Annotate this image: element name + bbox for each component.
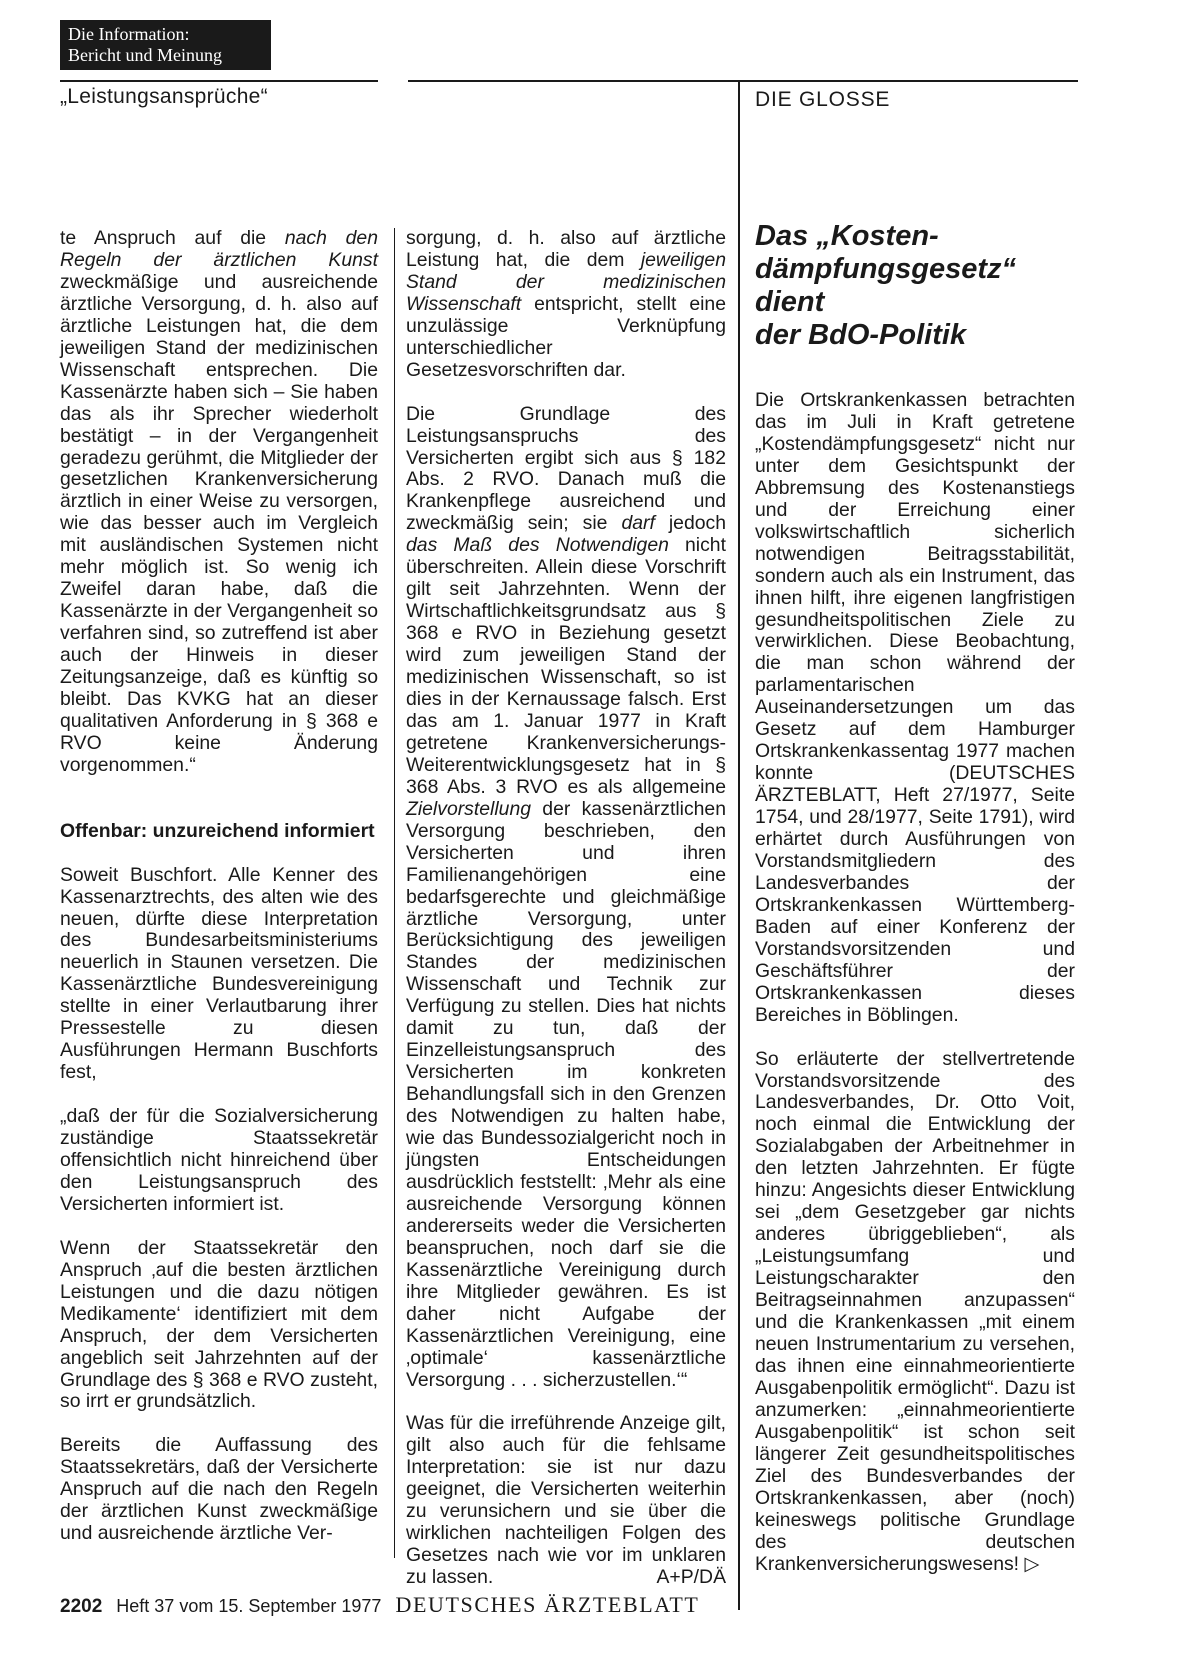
col1-paragraph-5: Bereits die Auffassung des Staatssekretärs, daß der Versicherte Anspruch auf die nach den Regeln der ärztlichen Kunst zweckmäßige und ausreichende ärztliche Ver- <box>60 1434 378 1545</box>
dachzeile-left: „Leistungsansprüche“ <box>60 85 268 108</box>
col2-paragraph-2: Die Grundlage des Leistungsanspruchs des Versicherten ergibt sich aus § 182 Abs. 2 RVO. Danach muß die Krankenpflege ausreichend und zweckmäßig sein; sie darf jedoch das Maß des Notwendigen nicht überschreiten. Allein diese Vorschrift gilt seit Jahrzehnten. Wenn der Wirtschaftlichkeitsgrundsatz aus § 368 e RVO in Beziehung gesetzt wird zum jeweiligen Stand der medizinischen Wissenschaft, so ist dies in der Kernaussage falsch. Erst das am 1. Januar 1977 in Kraft getretene Krankenversicherungs-Weiterentwicklungsgesetz hat in § 368 Abs. 3 RVO es als allgemeine Zielvorstellung der kassenärztlichen Versorgung beschrieben, den Versicherten und ihren Familienangehörigen eine bedarfsgerechte und gleichmäßige ärztliche Versorgung, unter Berücksichtigung des jeweiligen Standes der medizinischen Wissenschaft und Technik zur Verfügung zu stellen. Dies hat nichts damit zu tun, daß der Einzelleistungsanspruch des Versicherten im konkreten Behandlungsfall sich in den Grenzen des Notwendigen zu halten habe, wie das Bundessozialgericht noch in jüngsten Entscheidungen ausdrücklich feststellt: ‚Mehr als eine ausreichende Versorgung können andererseits weder die Versicherten beanspruchen, noch darf sie die Kassenärztliche Vereinigung durch ihre Mitglieder gewähren. Es ist daher nicht Aufgabe der Kassenärztlichen Vereinigung, eine ‚optimale‘ kassenärztliche Versorgung . . . sicherzustellen.‘“ <box>406 402 726 1391</box>
article-column-2 <box>406 228 726 1589</box>
glosse-paragraph-1: Die Ortskrankenkassen betrachten das im Juli in Kraft getretene „Kostendämpfungsgesetz“ nicht nur unter dem Gesichtspunkt der Abbremsung des Kostenanstiegs und der Erreichung einer volkswirtschaftlich sicherlich notwendigen Beitragsstabilität, sondern auch als ein Instrument, das ihnen hilft, ihre eigenen langfristigen gesundheitspolitischen Ziele zu verwirklichen. Diese Beobachtung, die man schon während der parlamentarischen Auseinandersetzungen um das Gesetz auf dem Hamburger Ortskrankenkassentag 1977 machen konnte (DEUTSCHES ÄRZTEBLATT, Heft 27/1977, Seite 1754, und 28/1977, Seite 1791), wird erhärtet durch Ausführungen von Vorstandsmitgliedern des Landesverbandes der Ortskrankenkassen Württemberg-Baden auf einer Konferenz der Vorstandsvorsitzenden und Geschäftsführer der Ortskrankenkassen dieses Bereiches in Böblingen. <box>755 389 1075 1026</box>
headline-line: dämpfungsgesetz“ <box>755 253 1017 285</box>
top-rule-left <box>60 80 378 82</box>
col1-paragraph-2: Soweit Buschfort. Alle Kenner des Kassenarztrechts, des alten wie des neuen, dürfte diese Interpretation des Bundesarbeitsministeriums neuerlich in Staunen versetzen. Die Kassenärztliche Bundesvereinigung stellte in einer Verlautbarung ihrer Pressestelle zu diesen Ausführungen Hermann Buschforts fest, <box>60 863 378 1084</box>
section-label-line1: Die Information: <box>68 24 190 44</box>
glosse-headline <box>755 220 1085 352</box>
headline-line: Das „Kosten- <box>755 220 939 252</box>
dachzeile-right: DIE GLOSSE <box>755 88 891 111</box>
col2-paragraph-1: sorgung, d. h. also auf ärztliche Leistung hat, die dem jeweiligen Stand der medizinischen Wissenschaft entspricht, stellt eine unzulässige Verknüpfung unterschiedlicher Gesetzesvorschriften dar. <box>406 227 726 381</box>
page-number: 2202 <box>60 1596 103 1617</box>
subheading: Offenbar: unzureichend informiert <box>60 819 375 842</box>
glosse-paragraph-2: So erläuterte der stellvertretende Vorstandsvorsitzende des Landesverbandes, Dr. Otto Voit, noch einmal die Entwicklung der Sozialabgaben der Arbeitnehmer in den letzten Jahrzehnten. Er fügte hinzu: Angesichts dieser Entwicklung sei „dem Gesetzgeber gar nichts anderes übriggeblieben“, als „Leistungsumfang und Leistungscharakter den Beitragseinnahmen anzupassen“ und die Krankenkassen „mit einem neuen Instrumentarium zu versehen, das ihnen eine einnahmeorientierte Ausgabenpolitik ermöglicht“. Dazu ist anzumerken: „einnahmeorientierte Ausgabenpolitik“ ist schon seit längerer Zeit gesundheitspolitisches Ziel des Bundesverbandes der Ortskrankenkassen, aber (noch) keineswegs politische Grundlage des deutschen Krankenversicherungswesens! ▷ <box>755 1047 1075 1575</box>
journal-name: DEUTSCHES ÄRZTEBLATT <box>395 1592 700 1617</box>
col1-paragraph-3: „daß der für die Sozialversicherung zuständige Staatssekretär offensichtlich nicht hinreichend über den Leistungsanspruch des Versicherten informiert ist. <box>60 1105 378 1215</box>
glosse-vertical-rule <box>738 80 740 1610</box>
headline-line: dient <box>755 286 825 318</box>
author-signature: A+P/DÄ <box>656 1566 726 1589</box>
section-label <box>60 20 271 70</box>
glosse-column <box>755 390 1075 1575</box>
col1-paragraph-1: te Anspruch auf die nach den Regeln der ärztlichen Kunst zweckmäßige und ausreichende ärztliche Versorgung, d. h. also auf ärztliche Leistungen hat, die dem jeweiligen Stand der medizinischen Wissenschaft entsprechen. Die Kassenärzte haben sich – Sie haben das als ihr Sprecher wiederholt bestätigt – in der Vergangenheit geradezu gerühmt, die Mitglieder der gesetzlichen Krankenversicherung ärztlich in einer Weise zu versorgen, wie das besser auch im Vergleich mit ausländischen Systemen nicht mehr möglich ist. So wenig ich Zweifel daran habe, daß die Kassenärzte in der Vergangenheit so verfahren sind, so zutreffend ist aber auch der Hinweis in dieser Zeitungsanzeige, daß es künftig so bleibt. Das KVKG hat an dieser qualitativen Anforderung in § 368 e RVO keine Änderung vorgenommen.“ <box>60 227 379 776</box>
page-footer <box>60 1592 699 1618</box>
col1-paragraph-4: Wenn der Staatssekretär den Anspruch ‚auf die besten ärztlichen Leistungen und die dazu nötigen Medikamente‘ identifiziert mit dem Anspruch, der dem Versicherten angeblich seit Jahrzehnten auf der Grundlage des § 368 e RVO zusteht, so irrt er grundsätzlich. <box>60 1236 378 1413</box>
column-divider <box>394 228 395 1558</box>
issue-info: Heft 37 vom 15. September 1977 <box>116 1596 382 1616</box>
top-rule-right <box>408 80 1078 82</box>
section-label-line2: Bericht und Meinung <box>68 45 222 65</box>
col2-paragraph-3: Was für die irreführende Anzeige gilt, gilt also auch für die fehlsame Interpretation: sie ist nur dazu geeignet, die Versicherten weiterhin zu verunsichern und sie über die wirklichen nachteiligen Folgen des Gesetzes nach wie vor im unklaren zu lassen. A+P/DÄ <box>406 1412 726 1589</box>
article-column-1 <box>60 228 378 1545</box>
headline-line: der BdO-Politik <box>755 319 967 351</box>
